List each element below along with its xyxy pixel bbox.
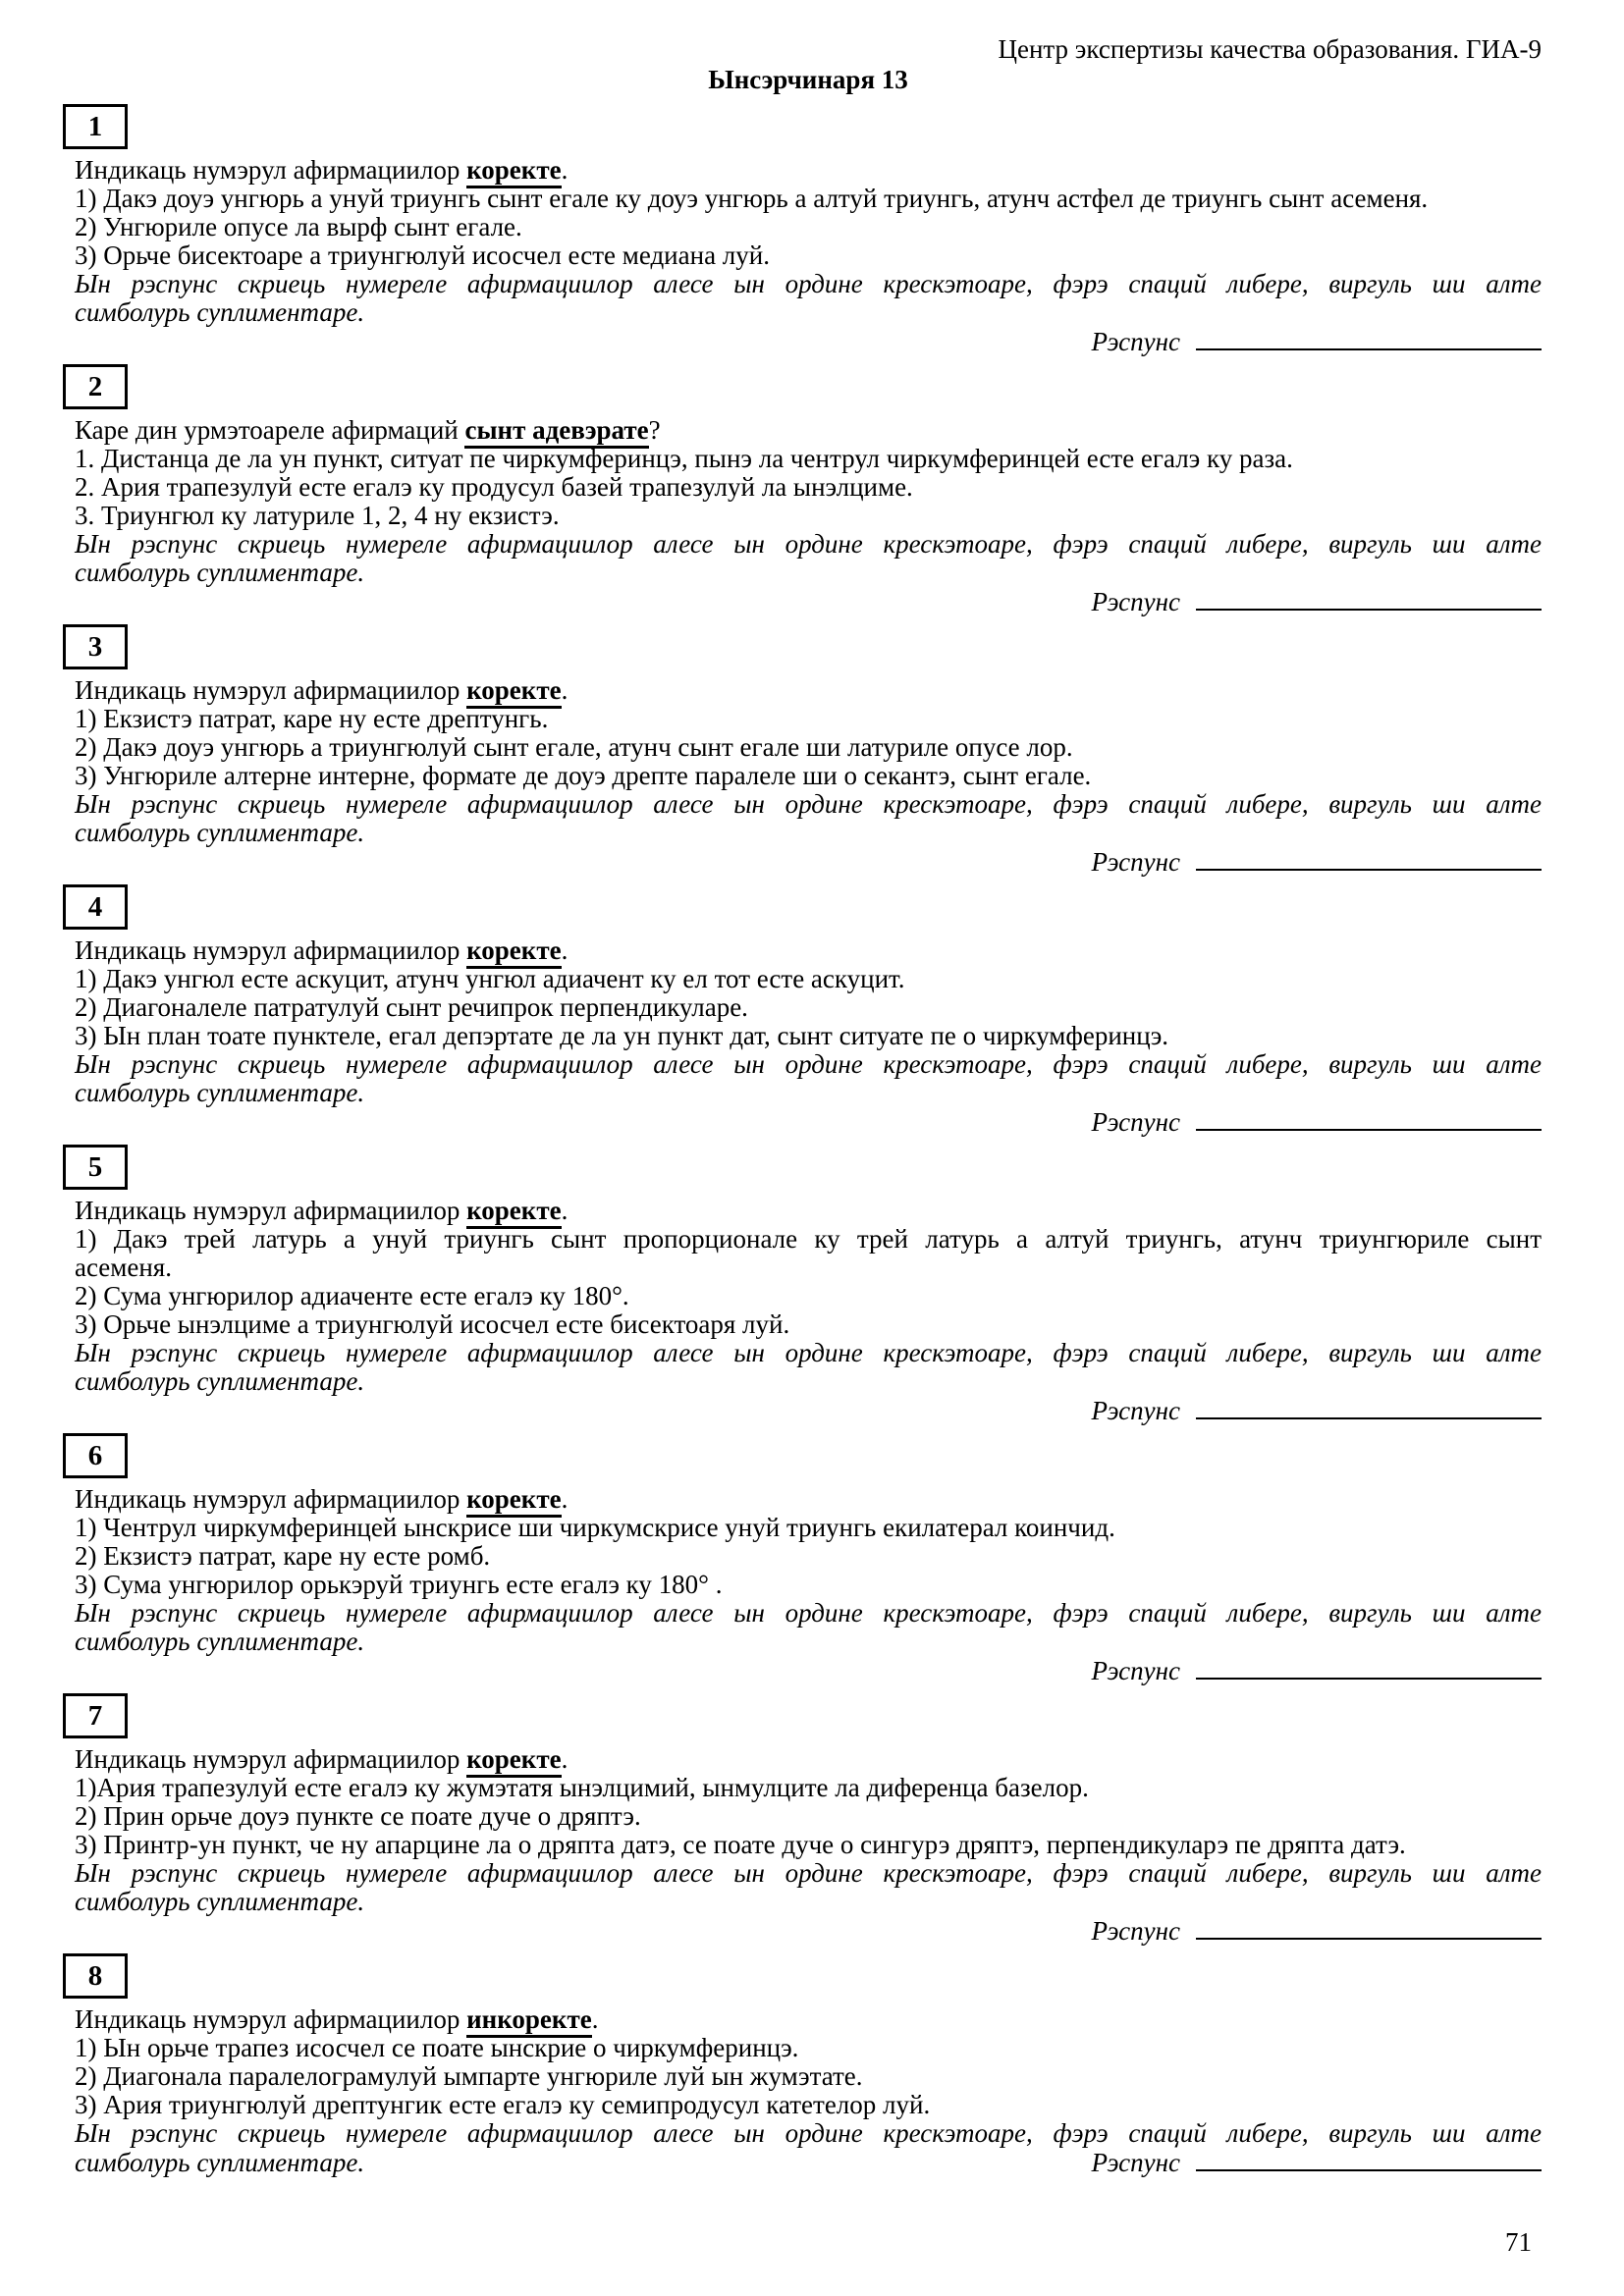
note-line: симболурь суплиментаре. xyxy=(75,558,365,587)
statement-line: 3) Ария триунгюлуй дрептунгик есте егалэ ку семипродусул катетелор луй. xyxy=(75,2090,931,2119)
statement-line: 1) Екзистэ патрат, каре ну есте дрептунгь. xyxy=(75,704,549,733)
statements-list xyxy=(75,705,1542,790)
prompt-punctuation: . xyxy=(591,2004,599,2034)
note-line-row xyxy=(75,1628,1542,1656)
statements-list xyxy=(75,185,1542,270)
statement-line: 1) Дакэ доуэ унгюрь а унуй триунгь сынт егале ку доуэ унгюрь а алтуй триунгь, атунч астфел де триунгь сынт асеменя. xyxy=(75,184,1429,213)
question-block xyxy=(75,1953,1542,2177)
response-blank xyxy=(1196,587,1542,611)
note-line-row xyxy=(75,1079,1542,1107)
prompt-punctuation: . xyxy=(561,935,568,965)
statement-line: 2) Екзистэ патрат, каре ну есте ромб. xyxy=(75,1541,491,1571)
prompt-keyword: коректе xyxy=(466,935,562,969)
note-line: Ын рэспунс скриець нумереле афирмациилор алесе ын ордине крескэтоаре, фэрэ спаций либере, виргуль ши алте xyxy=(75,789,1542,819)
instruction-note xyxy=(75,2119,1542,2177)
prompt-text: Индикаць нумэрул афирмациилор xyxy=(75,1744,467,1774)
response-area xyxy=(1091,327,1542,356)
prompt-punctuation: . xyxy=(561,675,568,705)
question-prompt xyxy=(75,1485,1542,1514)
note-line-row xyxy=(75,559,1542,587)
response-label: Рэспунс xyxy=(1091,1916,1180,1946)
instruction-note xyxy=(75,1599,1542,1656)
question-number-box xyxy=(63,624,128,669)
question-block xyxy=(75,104,1542,356)
question-prompt xyxy=(75,1197,1542,1225)
question-prompt xyxy=(75,2005,1542,2034)
statement-line: 3) Принтр-ун пункт, че ну апарцине ла о дряпта датэ, се поате дуче о сингурэ дряптэ, перпендикуларэ пе дряпта датэ. xyxy=(75,1830,1406,1859)
question-number-box xyxy=(63,884,128,930)
question-prompt xyxy=(75,1745,1542,1774)
questions-list xyxy=(75,104,1542,2177)
question-block xyxy=(75,624,1542,877)
instruction-note xyxy=(75,270,1542,327)
prompt-punctuation: . xyxy=(561,1196,568,1225)
response-area xyxy=(1091,1107,1542,1137)
prompt-text: Индикаць нумэрул афирмациилор xyxy=(75,155,467,185)
question-number-box xyxy=(63,364,128,409)
response-area xyxy=(1091,587,1542,616)
prompt-text: Индикаць нумэрул афирмациилор xyxy=(75,1484,467,1514)
prompt-punctuation: . xyxy=(561,1484,568,1514)
statements-list xyxy=(75,1774,1542,1859)
response-label: Рэспунс xyxy=(1091,1656,1180,1685)
question-prompt xyxy=(75,936,1542,965)
statements-list xyxy=(75,965,1542,1050)
statement-line: 1)Ария трапезулуй есте егалэ ку жумэтатя ынэлцимий, ынмулците ла диференца базелор. xyxy=(75,1773,1089,1802)
note-line-row xyxy=(75,2148,1542,2177)
statements-list xyxy=(75,1225,1542,1339)
question-block xyxy=(75,364,1542,616)
response-blank xyxy=(1196,327,1542,350)
question-number-box xyxy=(63,1145,128,1190)
response-label: Рэспунс xyxy=(1091,847,1180,877)
note-line: Ын рэспунс скриець нумереле афирмациилор алесе ын ордине крескэтоаре, фэрэ спаций либере, виргуль ши алте xyxy=(75,1049,1542,1079)
response-area xyxy=(1091,847,1542,877)
statement-line: 1) Чентрул чиркумферинцей ынскрисе ши чиркумскрисе унуй триунгь екилатерал коинчид. xyxy=(75,1513,1115,1542)
note-line-row xyxy=(75,1888,1542,1916)
response-blank xyxy=(1196,1656,1542,1680)
statement-line: 3. Триунгюл ку латуриле 1, 2, 4 ну екзистэ. xyxy=(75,501,560,530)
question-block xyxy=(75,1145,1542,1425)
prompt-text: Индикаць нумэрул афирмациилор xyxy=(75,935,467,965)
note-line: Ын рэспунс скриець нумереле афирмациилор алесе ын ордине крескэтоаре, фэрэ спаций либере, виргуль ши алте xyxy=(75,269,1542,298)
response-row xyxy=(75,327,1542,356)
statements-list xyxy=(75,2034,1542,2119)
statement-line: 3) Орьче ынэлциме а триунгюлуй исосчел есте бисектоаря луй. xyxy=(75,1309,790,1339)
response-label: Рэспунс xyxy=(1091,1107,1180,1137)
question-number: 7 xyxy=(87,1699,103,1732)
question-prompt xyxy=(75,416,1542,445)
question-block xyxy=(75,884,1542,1137)
prompt-punctuation: . xyxy=(561,1744,568,1774)
response-row xyxy=(75,847,1542,877)
prompt-punctuation: . xyxy=(561,155,568,185)
note-line: Ын рэспунс скриець нумереле афирмациилор алесе ын ордине крескэтоаре, фэрэ спаций либере, виргуль ши алте xyxy=(75,2118,1542,2148)
prompt-keyword: коректе xyxy=(466,1196,562,1229)
note-line: симболурь суплиментаре. xyxy=(75,1078,365,1107)
question-number: 2 xyxy=(87,370,103,402)
prompt-keyword: сынт адевэрате xyxy=(464,415,648,449)
question-number: 4 xyxy=(87,890,103,923)
prompt-keyword: инкоректе xyxy=(466,2004,592,2038)
statement-line: 3) Ын план тоате пунктеле, егал депэртате де ла ун пункт дат, сынт ситуате пе о чиркумферинцэ. xyxy=(75,1021,1169,1050)
response-area xyxy=(1091,2148,1542,2177)
note-line: симболурь суплиментаре. xyxy=(75,818,365,847)
question-number: 1 xyxy=(87,110,103,142)
statement-line: 3) Унгюриле алтерне интерне, формате де доуэ дрепте паралеле ши о секантэ, сынт егале. xyxy=(75,761,1092,790)
statement-line: 3) Сума унгюрилор орькэруй триунгь есте егалэ ку 180° . xyxy=(75,1570,723,1599)
statement-line: 2) Сума унгюрилор адиаченте есте егалэ ку 180°. xyxy=(75,1281,629,1310)
question-number: 5 xyxy=(87,1150,103,1183)
page-number: 71 xyxy=(1505,2227,1532,2257)
instruction-note xyxy=(75,1339,1542,1396)
question-number: 6 xyxy=(87,1439,103,1471)
response-blank xyxy=(1196,2148,1542,2171)
question-prompt xyxy=(75,676,1542,705)
question-number-box xyxy=(63,1693,128,1738)
prompt-text: Индикаць нумэрул афирмациилор xyxy=(75,2004,467,2034)
statement-line: асеменя. xyxy=(75,1253,172,1282)
statement-line: 2) Диагонала паралелограмулуй ымпарте унгюриле луй ын жумэтате. xyxy=(75,2061,863,2091)
response-blank xyxy=(1196,1396,1542,1419)
note-line: симболурь суплиментаре. xyxy=(75,2148,365,2177)
note-line: симболурь суплиментаре. xyxy=(75,1887,365,1916)
statement-line: 1) Дакэ унгюл есте аскуцит, атунч унгюл адиачент ку ел тот есте аскуцит. xyxy=(75,964,905,993)
response-area xyxy=(1091,1656,1542,1685)
response-row xyxy=(75,587,1542,616)
instruction-note xyxy=(75,530,1542,587)
question-number-box xyxy=(63,1953,128,1999)
response-row xyxy=(75,1656,1542,1685)
note-line: Ын рэспунс скриець нумереле афирмациилор алесе ын ордине крескэтоаре, фэрэ спаций либере, виргуль ши алте xyxy=(75,1338,1542,1367)
prompt-text: Индикаць нумэрул афирмациилор xyxy=(75,675,467,705)
response-label: Рэспунс xyxy=(1091,2148,1180,2177)
statement-line: 3) Орьче бисектоаре а триунгюлуй исосчел есте медиана луй. xyxy=(75,240,770,270)
statement-line: 2) Дакэ доуэ унгюрь а триунгюлуй сынт егале, атунч сынт егале ши латуриле опусе лор. xyxy=(75,732,1073,762)
note-line: симболурь суплиментаре. xyxy=(75,1627,365,1656)
page-header: Центр экспертизы качества образования. ГИА-9 xyxy=(998,34,1542,64)
response-blank xyxy=(1196,1916,1542,1940)
statement-line: 2. Ария трапезулуй есте егалэ ку продусул базей трапезулуй ла ынэлциме. xyxy=(75,472,913,502)
instruction-note xyxy=(75,1050,1542,1107)
response-row xyxy=(75,1107,1542,1137)
question-number-box xyxy=(63,1433,128,1478)
statements-list xyxy=(75,445,1542,530)
response-area xyxy=(1091,1916,1542,1946)
question-block xyxy=(75,1433,1542,1685)
statement-line: 1. Дистанца де ла ун пункт, ситуат пе чиркумферинцэ, пынэ ла чентрул чиркумферинцей есте егалэ ку раза. xyxy=(75,444,1293,473)
question-block xyxy=(75,1693,1542,1946)
instruction-note xyxy=(75,790,1542,847)
note-line-row xyxy=(75,1367,1542,1396)
prompt-keyword: коректе xyxy=(466,675,562,709)
statement-line: 2) Унгюриле опусе ла вырф сынт егале. xyxy=(75,212,522,241)
prompt-keyword: коректе xyxy=(466,1484,562,1518)
prompt-text: Индикаць нумэрул афирмациилор xyxy=(75,1196,467,1225)
question-prompt xyxy=(75,156,1542,185)
prompt-keyword: коректе xyxy=(466,155,562,188)
statements-list xyxy=(75,1514,1542,1599)
statement-line: 1) Ын орьче трапез исосчел се поате ынскрие о чиркумферинцэ. xyxy=(75,2033,799,2062)
note-line: симболурь суплиментаре. xyxy=(75,297,365,327)
response-blank xyxy=(1196,847,1542,871)
instruction-note xyxy=(75,1859,1542,1916)
prompt-keyword: коректе xyxy=(466,1744,562,1778)
note-line-row xyxy=(75,298,1542,327)
page-title: Ынсэрчинаря 13 xyxy=(708,65,908,94)
question-number-box xyxy=(63,104,128,149)
response-row xyxy=(75,1396,1542,1425)
note-line: симболурь суплиментаре. xyxy=(75,1366,365,1396)
prompt-text: Каре дин урмэтоареле афирмаций xyxy=(75,415,465,445)
response-area xyxy=(1091,1396,1542,1425)
statement-line: 1) Дакэ трей латурь а унуй триунгь сынт пропорционале ку трей латурь а алтуй триунгь, атунч триунгюриле сынт xyxy=(75,1224,1542,1254)
response-label: Рэспунс xyxy=(1091,587,1180,616)
question-number: 3 xyxy=(87,630,103,663)
prompt-punctuation: ? xyxy=(648,415,661,445)
note-line: Ын рэспунс скриець нумереле афирмациилор алесе ын ордине крескэтоаре, фэрэ спаций либере, виргуль ши алте xyxy=(75,529,1542,559)
response-label: Рэспунс xyxy=(1091,1396,1180,1425)
note-line: Ын рэспунс скриець нумереле афирмациилор алесе ын ордине крескэтоаре, фэрэ спаций либере, виргуль ши алте xyxy=(75,1598,1542,1628)
statement-line: 2) Прин орьче доуэ пункте се поате дуче о дряптэ. xyxy=(75,1801,641,1831)
response-blank xyxy=(1196,1107,1542,1131)
question-number: 8 xyxy=(87,1959,103,1992)
statement-line: 2) Диагоналеле патратулуй сынт речипрок перпендикуларе. xyxy=(75,992,748,1022)
response-row xyxy=(75,1916,1542,1946)
response-label: Рэспунс xyxy=(1091,327,1180,356)
note-line-row xyxy=(75,819,1542,847)
note-line: Ын рэспунс скриець нумереле афирмациилор алесе ын ордине крескэтоаре, фэрэ спаций либере, виргуль ши алте xyxy=(75,1858,1542,1888)
